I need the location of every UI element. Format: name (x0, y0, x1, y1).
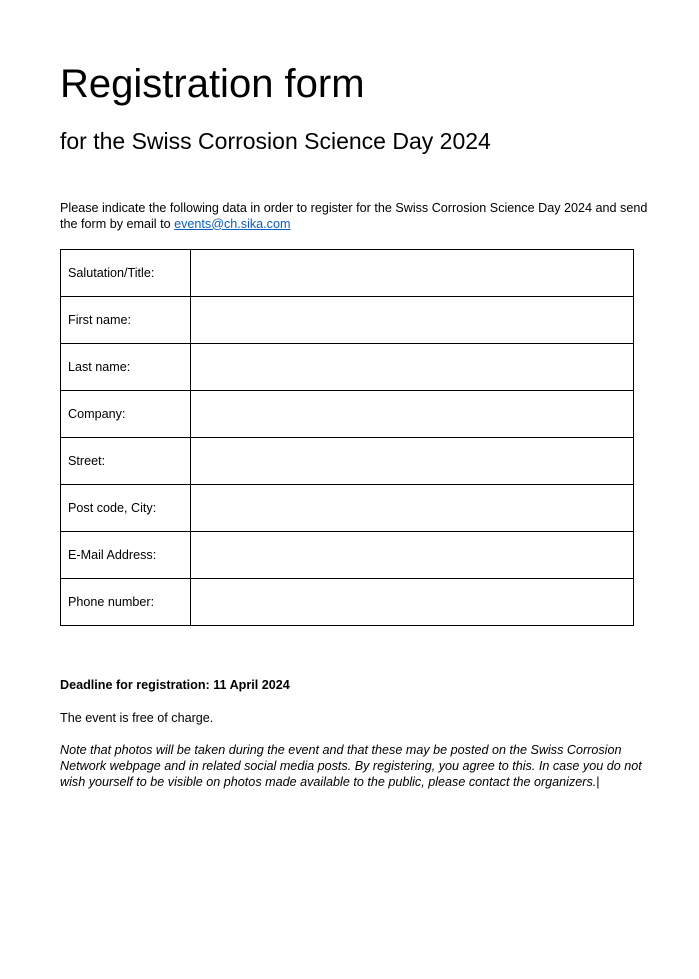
field-label-last-name: Last name: (61, 344, 191, 391)
field-value-street[interactable] (191, 438, 634, 485)
intro-text: Please indicate the following data in order to register for the Swiss Corrosion Science Day 2024 and send the form by email to (60, 201, 648, 231)
page-subtitle: for the Swiss Corrosion Science Day 2024 (60, 128, 491, 154)
field-label-salutation: Salutation/Title: (61, 250, 191, 297)
photo-note (60, 743, 650, 790)
table-row (61, 485, 634, 532)
table-row (61, 579, 634, 626)
field-label-street: Street: (61, 438, 191, 485)
intro-paragraph (60, 201, 650, 232)
table-row (61, 438, 634, 485)
field-value-phone[interactable] (191, 579, 634, 626)
registration-table (60, 249, 634, 626)
field-label-first-name: First name: (61, 297, 191, 344)
field-value-company[interactable] (191, 391, 634, 438)
field-label-post-code-city: Post code, City: (61, 485, 191, 532)
table-row (61, 344, 634, 391)
field-label-email: E-Mail Address: (61, 532, 191, 579)
field-value-last-name[interactable] (191, 344, 634, 391)
free-of-charge-text: The event is free of charge. (60, 711, 214, 725)
text-cursor: | (596, 774, 600, 789)
table-row (61, 532, 634, 579)
field-value-first-name[interactable] (191, 297, 634, 344)
table-row (61, 297, 634, 344)
field-value-salutation[interactable] (191, 250, 634, 297)
email-link[interactable]: events@ch.sika.com (174, 216, 291, 231)
table-row (61, 250, 634, 297)
photo-note-text: Note that photos will be taken during the event and that these may be posted on the Swiss Corrosion Network webpage and in related social media posts. By registering, you agree to this. In case you do not wish yourself to be visible on photos made available to the public, please contact the organizers. (60, 743, 642, 789)
field-value-post-code-city[interactable] (191, 485, 634, 532)
field-value-email[interactable] (191, 532, 634, 579)
field-label-phone: Phone number: (61, 579, 191, 626)
field-label-company: Company: (61, 391, 191, 438)
table-row (61, 391, 634, 438)
page-title: Registration form (60, 62, 365, 106)
deadline-text: Deadline for registration: 11 April 2024 (60, 678, 290, 692)
